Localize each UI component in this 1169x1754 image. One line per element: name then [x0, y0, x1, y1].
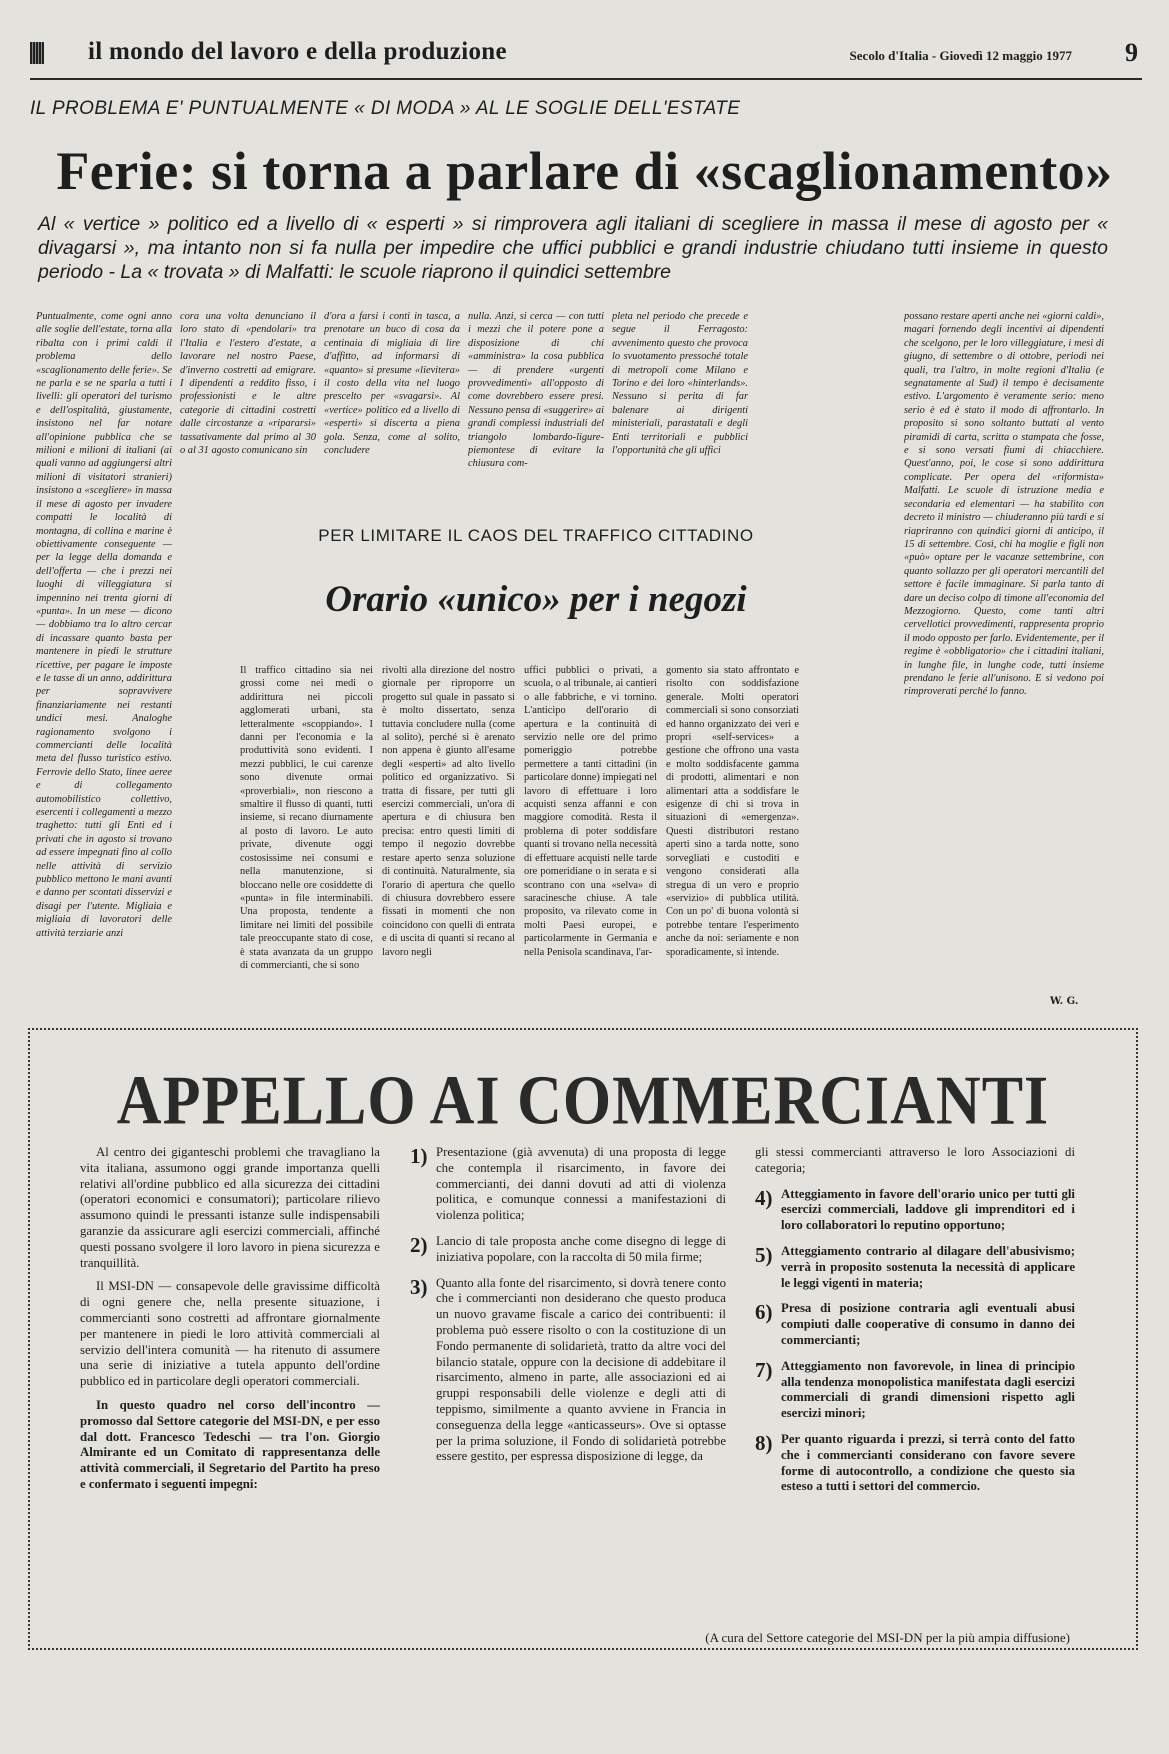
sub-article-column-2: rivolti alla direzione del nostro giornale per riproporre un progetto sul quale in passato si è molto dissertato, senza tuttavia concludere nulla (come al solito), perché si è arenato non appena è giunto all'esame degli «esperti» ad alto livello politico ed organizzativo. Si tratta di fissare, per tutti gli esercizi commerciali, un'ora di apertura e di chiusura ben precisa: entro questi limiti di tempo il negozio dovrebbe restare aperto senza soluzione di continuità. Naturalmente, sia l'orario di apertura che quello di chiusura dovrebbero essere fissati in momenti che non coincidono con quelli di entrata e di uscita di quanti si recano al lavoro negli [382, 665, 515, 958]
point-number: 6) [755, 1300, 773, 1325]
appeal-title: APPELLO AI COMMERCIANTI [116, 1063, 1050, 1140]
appeal-point [755, 1187, 1075, 1234]
point-text: Atteggiamento non favorevole, in linea di principio alla tendenza monopolistica manifestata dagli esercizi commerciali di grandi dimensioni rispetto agli esercizi minori; [781, 1358, 1075, 1421]
article-column-5: pleta nel periodo che precede e segue il Ferragosto: avvenimento questo che provoca lo svuotamento pressoché totale di metropoli come Milano e Torino e dei loro «hinterlands». Nessuno si perita di far balenare ai dirigenti ministeriali, parastatali e degli Enti territoriali e pubblici l'opportunità che gli uffici [612, 311, 748, 457]
appeal-point [755, 1359, 1075, 1422]
masthead [30, 38, 1142, 80]
appeal-paragraph: In questo quadro nel corso dell'incontro — promosso dal Settore categorie del MSI-DN, e per esso dal dott. Francesco Tedeschi — tra l'on. Giorgio Almirante ed un Comitato di rappresentanza delle attività commerciali, il Segretario del Partito ha preso e confermato i seguenti impegni: [80, 1397, 380, 1491]
point-number: 8) [755, 1430, 773, 1455]
appeal-point [755, 1244, 1075, 1291]
appeal-continuation: gli stessi commercianti attraverso le loro Associazioni di categoria; [755, 1145, 1075, 1175]
appeal-footer: (A cura del Settore categorie del MSI-DN per la più ampia diffusione) [705, 1630, 1070, 1645]
sub-article-headline: Orario «unico» per i negozi [325, 579, 747, 620]
appeal-paragraph: Al centro dei giganteschi problemi che travagliano la vita italiana, assumono oggi grande importanza quelli relativi all'ordine pubblico ed alla sicurezza dei cittadini (operatori economici e consumatori); particolare rilievo assumono quindi le pressanti istanze sulle indispensabili garanzie da assicurare agli esercizi commerciali, affinché questi possano svolgere il loro lavoro in piena sicurezza e tranquillità. [80, 1145, 380, 1270]
appeal-middle-column [410, 1145, 726, 1620]
point-text: Lancio di tale proposta anche come disegno di legge di iniziativa popolare, con la raccolta di 50 mila firme; [436, 1233, 726, 1264]
article-headline: Ferie: si torna a parlare di «scaglionamento» [56, 141, 1113, 201]
issue-info: Secolo d'Italia - Giovedì 12 maggio 1977 [849, 48, 1072, 63]
appeal-paragraph: Il MSI-DN — consapevole delle gravissime difficoltà di ogni genere che, nella presente situazione, i commercianti sono costretti ad affrontare giornalmente per mantenere in piedi le loro attività commerciali al servizio dell'intera comunità — ha ritenuto di assumere una serie di iniziative a tutela appunto dell'ordine pubblico ed in particolare degli operatori commerciali. [80, 1279, 380, 1389]
point-text: Per quanto riguarda i prezzi, si terrà conto del fatto che i commercianti considerano con favore severe forme di autocontrollo, a condizione che questo sia esteso a tutti i settori del commercio. [781, 1431, 1075, 1494]
article-kicker: IL PROBLEMA E' PUNTUALMENTE « DI MODA » AL LE SOGLIE DELL'ESTATE [30, 98, 741, 119]
article-column-1: Puntualmente, come ogni anno alle soglie dell'estate, torna alla ribalta con i primi caldi il problema dello «scaglionamento delle ferie». Se ne parla e se ne sparla a tutti i livelli: gli operatori del turismo e dell'ospitalità, giustamente, insistono nel far notare all'opinione pubblica che se milioni e milioni di italiani (ai quali vanno ad aggiungersi altri milioni di visitatori stranieri) insistono a «scegliere» in massa il mese di agosto per invadere compatti le località di montagna, di collina e marine è obiettivamente conseguente — per la legge della domanda e dell'offerta — che i prezzi nei luoghi di villeggiatura si impennino nei trenta giorni di «punta». In un mese — dicono — dobbiamo tra lo altro cercar di incassare quanto basta per mantenere in piedi le strutture ricettive, per pagare le imposte e le tasse di un anno, addirittura per sopravvivere finanziariamente nei restanti undici mesi. Analoghe ragionamento svolgono i commercianti delle località meta del flusso turistico estivo. Ferrovie dello Stato, linee aeree e di collegamento automobilistico collettivo, esercenti i collegamenti a mezzo traghetto: tutti gli Enti ed i privati che in agosto si trovano ad essere impegnati fino al collo nelle attività di servizio pubblico mettono le mani avanti e danno per scontati disservizi e disagi per l'utente. Migliaia e migliaia di lavoratori delle attività terziarie anzi [36, 311, 172, 939]
appeal-point [410, 1234, 726, 1266]
article-column-3: d'ora a farsi i conti in tasca, a prenotare un buco di cosa da centinaia di migliaia di lire d'affitto, ad informarsi di «quanto» si presume «lievitera» il costo della vita nel luogo prescelto per «svagarsi». Al «vertice» politico ed a livello di «esperti» si discerta a piena gola. Senza, come al solito, concludere [324, 311, 460, 457]
section-logo-icon [30, 42, 44, 64]
article-subhead: Al « vertice » politico ed a livello di « esperti » si rimprovera agli italiani di scegliere in massa il mese di agosto per « divagarsi », ma intanto non si fa nulla per impedire che uffici pubblici e grandi industrie chiudano tutti insieme in questo periodo - La « trovata » di Malfatti: le scuole riaprono il quindici settembre [38, 213, 1108, 283]
point-text: Presa di posizione contraria agli eventuali abusi compiuti dalle cooperative di consumo in danno dei commercianti; [781, 1301, 1075, 1347]
appeal-left-column [80, 1145, 380, 1620]
appeal-point [410, 1276, 726, 1466]
point-text: Quanto alla fonte del risarcimento, si dovrà tenere conto che i commercianti non desiderano che questo produca un nuovo gravame fiscale a carico dei contribuenti: il problema può essere risolto o con la costituzione di un Fondo permanente di solidarietà, tratto da altre voci del bilancio statale, oppure con la decisione di addebitare il risarcimento, almeno in parte, alle associazioni ed ai gruppi responsabili delle violenze e degli atti di teppismo, similmente a quanto avviene in Francia in conseguenza della legge «anticasseurs». Ove si optasse per la prima soluzione, il Fondo di solidarietà potrebbe essere gestito, per espressa disposizione di legge, da [436, 1275, 726, 1464]
point-number: 7) [755, 1357, 773, 1382]
point-text: Presentazione (già avvenuta) di una proposta di legge che contempla il risarcimento, in favore dei commercianti, dei danni dovuti ad atti di violenza politica, e comunque connessi a manifestazioni di violenza politica; [436, 1145, 726, 1223]
article-column-4: nulla. Anzi, si cerca — con tutti i mezzi che il potere pone a disposizione di chi «amministra» la cosa pubblica — di prendere «urgenti provvedimenti» all'opposto di come dovrebbero essere presi. Nessuno pensa di «suggerire» ai grandi complessi industriali del triangolo lombardo-ligure-piemontese di evitare la chiusura com- [468, 311, 604, 470]
section-title: il mondo del lavoro e della produzione [88, 38, 507, 65]
appeal-point [755, 1432, 1075, 1495]
point-text: Atteggiamento in favore dell'orario unico per tutti gli esercizi commerciali, laddove gli imprenditori ed i loro collaboratori lo reputino opportuno; [781, 1186, 1075, 1233]
page-number: 9 [1125, 38, 1138, 67]
point-number: 5) [755, 1242, 773, 1267]
article-signature: W. G. [1050, 996, 1079, 1007]
sub-article-column-4: gomento sia stato affrontato e risolto con soddisfazione generale. Molti operatori commerciali si sono consorziati ed hanno organizzato dei veri e propri «self-services» a gestione che offrono una vasta e molto soddisfacente gamma di prodotti, alimentari e non alimentari atta a soddisfare le esigenze di chi si trova in situazioni di «emergenza». Questi distributori restano aperti sino a tarda notte, sono sorvegliati e custoditi e vengono considerati alla stregua di un vero e proprio «servizio» di pubblica utilità. Con un po' di buona volontà si potrebbe tentare l'esperimento anche da noi: seriamente e non sporadicamente, si intende. [666, 665, 799, 958]
article-column-6: possano restare aperti anche nei «giorni caldi», magari fornendo degli incentivi ai dipendenti che scelgono, per le loro villeggiature, i mesi di giugno, di settembre o di ottobre, periodi nei quali, tra l'altro, in molte regioni d'Italia (e segnatamente al Sud) il tempo è decisamente estivo. L'argomento è veramente serio: meno serio è ed è stato il modo di affrontarlo. In proposito si sono soltanto buttati al vento piramidi di carta, scritta o stampata che fosse, e si sono versati fiumi di chiacchiere. Quest'anno, poi, le cose si sono addirittura complicate. Per opera del «riformista» Malfatti. Le scuole di istruzione media e secondaria ed elementari — ha stabilito con decreto il ministro — chiuderanno più tardi e si riapriranno con quindici giorni di anticipo, il 15 di settembre. Così, chi ha moglie e figli non «può» optare per le vacanze settembrine, con quanto sollazzo per gli operatori mercantili del settore è facile immaginare. Si parla tanto di dare un deciso colpo di timone all'economia del Mezzogiorno. Questo, come tanti altri cervellotici provvedimenti, rappresenta proprio il modo opposto per farlo. Evidentemente, per il regime è «obbligatorio» che i cittadini italiani, in lunghe file, in lunghe code, tutti insieme prendano le ferie all'unisono. E si vedono poi rimproverati perché lo fanno. [904, 311, 1104, 698]
point-number: 4) [755, 1185, 773, 1210]
article-column-2: cora una volta denunciano il loro stato di «pendolari» tra l'Italia e l'estero d'estate, a lavorare nel nostro Paese, d'inverno costretti ad emigrare. I dipendenti a reddito fisso, i professionisti e le altre categorie di cittadini costretti dalle circostanze a «ripararsi» tassativamente dal primo al 30 o al 31 agosto comunicano sin [180, 311, 316, 457]
point-number: 2) [410, 1232, 428, 1257]
point-text: Atteggiamento contrario al dilagare dell'abusivismo; verrà in proposito sostenuta la necessità di applicare le leggi vigenti in materia; [781, 1243, 1075, 1290]
appeal-point [410, 1145, 726, 1224]
sub-article-kicker: PER LIMITARE IL CAOS DEL TRAFFICO CITTADINO [318, 526, 754, 545]
point-number: 3) [410, 1274, 428, 1299]
appeal-right-column [755, 1145, 1075, 1620]
appeal-point [755, 1301, 1075, 1348]
sub-article-column-1: Il traffico cittadino sia nei grossi come nei medi o addirittura nei piccoli agglomerati urbani, sta letteralmente «scoppiando». I danni per l'economia e la produttività sono evidenti. I mezzi pubblici, le cui carenze sono divenute ormai «proverbiali», non riescono a smaltire il flusso di quanti, tutti insieme, si recano diurnamente al posto di lavoro. Le auto private, divenute oggi costosissime nei consumi e nella manutenzione, si bloccano nelle ore cosiddette di «punta» in file interminabili. Una proposta, tendente a limitare nei limiti del possibile tale preoccupante stato di cose, è stata avanzata da un gruppo di commercianti, che si sono [240, 665, 373, 971]
sub-article-column-3: uffici pubblici o privati, a scuola, o al tribunale, ai cantieri o alle fabbriche, e vi tornino. L'anticipo dell'orario di apertura e la continuità di servizio nelle ore del primo pomeriggio potrebbe permettere a tanti cittadini (in particolare donne) impiegati nel lavoro di effettuare i loro acquisti senza affanni e con maggiore comodità. Resta il problema di poter soddisfare quanti si trovano nella necessità di effettuare acquisti nelle tarde ore pomeridiane o in serata e si scontrano con una «selva» di saracinesche chiuse. A tale proposito, va rilevato come in molti Paesi europei, e particolarmente in Germania e nella Penisola scandinava, l'ar- [524, 665, 657, 958]
point-number: 1) [410, 1145, 428, 1168]
